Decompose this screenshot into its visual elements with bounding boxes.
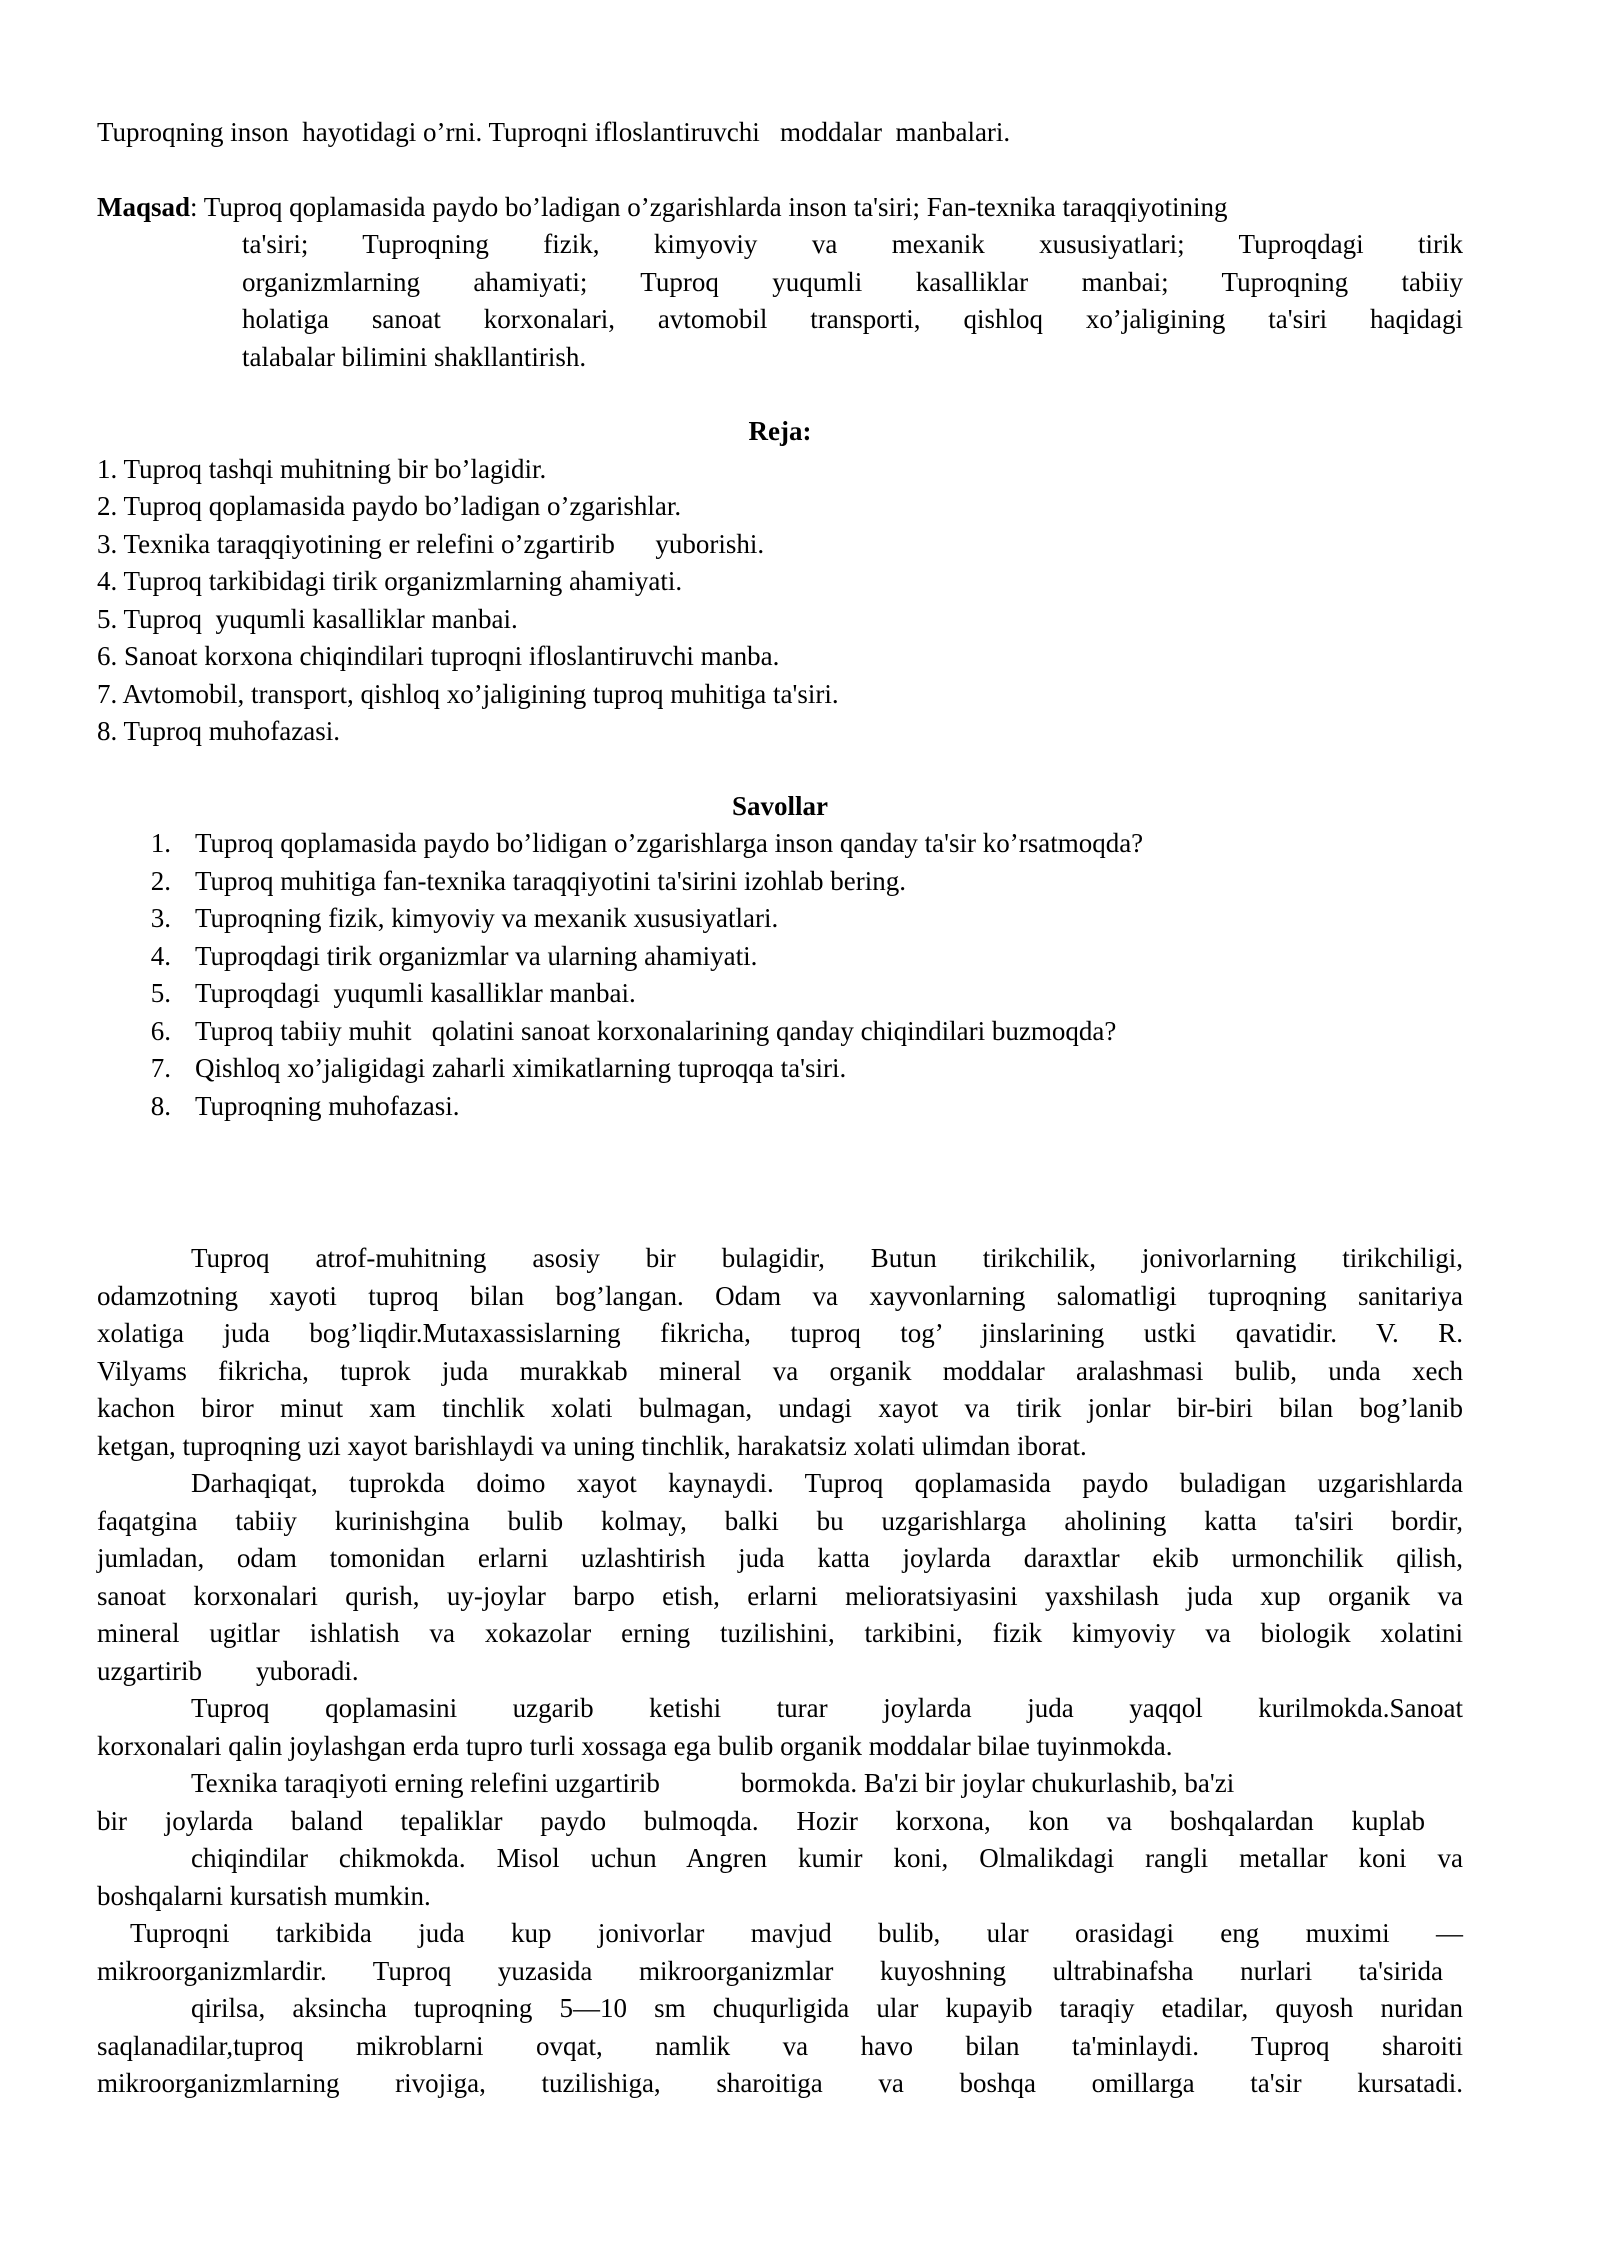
reja-item: 7. Avtomobil, transport, qishloq xo’jaligining tuproq muhitiga ta'siri. [97,678,839,709]
maqsad-label: Maqsad [97,191,191,222]
body-line: boshqalarni kursatish mumkin. [97,1880,431,1911]
reja-item: 1. Tuproq tashqi muhitning bir bo’lagidir. [97,453,547,484]
body-line: qirilsa, aksincha tuproqning 5—10 sm chuqurligida ular kupayib taraqiy etadilar, quyosh nuridan [191,1993,1463,2023]
reja-item: 6. Sanoat korxona chiqindilari tuproqni ifloslantiruvchi manba. [97,641,780,671]
reja-item: 4. Tuproq tarkibidagi tirik organizmlarning ahamiyati. [97,566,683,596]
body-line: ketgan, tuproqning uzi xayot barishlaydi va uning tinchlik, harakatsiz xolati ulimdan iborat. [97,1430,1087,1461]
savol-item [97,938,1463,976]
body-line: xolatiga juda bog’liqdir.Mutaxassislarning fikricha, tuproq tog’ jinslarining ustki qavatidir. V. R. [97,1318,1463,1348]
savol-number: 4. [150,940,171,971]
body-line: jumladan, odam tomonidan erlarni uzlashtirish juda katta joylarda daraxtlar ekib urmonchilik qilish, [97,1543,1463,1573]
reja-item: 8. Tuproq muhofazasi. [97,716,340,746]
body-line: mikroorganizmlarning rivojiga, tuzilishiga, sharoitiga va boshqa omillarga ta'sir kursatadi. [97,2068,1463,2098]
paragraph-3 [97,1690,1463,1765]
body-line: kachon biror minut xam tinchlik xolati bulmagan, undagi xayot va tirik jonlar bir-biri bilan bog’lanib [97,1393,1463,1423]
body-line: Tuproqni tarkibida juda kup jonivorlar mavjud bulib, ular orasidagi eng muximi — [130,1918,1463,1948]
maqsad-line: organizmlarning ahamiyati; Tuproq yuqumli kasalliklar manbai; Tuproqning tabiiy [242,266,1463,297]
paragraph-5 [97,1915,1463,2103]
savol-number: 1. [150,828,171,858]
maqsad-line: holatiga sanoat korxonalari, avtomobil transporti, qishloq xo’jaligining ta'siri haqidagi [242,304,1463,334]
body-line: odamzotning xayoti tuproq bilan bog’langan. Odam va xayvonlarning salomatligi tuproqning sanitariya [97,1280,1463,1311]
savol-number: 6. [150,1015,171,1046]
body-line: Darhaqiqat, tuprokda doimo xayot kaynaydi. Tuproq qoplamasida paydo buladigan uzgarishlarda [191,1468,1463,1498]
maqsad-first-line: : Tuproq qoplamasida paydo bo’ladigan o’zgarishlarda inson ta'siri; Fan-texnika taraqqiyotining [190,191,1228,222]
savol-text: Tuproqdagi yuqumli kasalliklar manbai. [195,978,636,1008]
body-line: saqlanadilar,tuproq mikroblarni ovqat, namlik va havo bilan ta'minlaydi. Tuproq sharoiti [97,2030,1463,2061]
savol-item [97,1050,1463,1088]
maqsad-body [97,226,1463,376]
paragraph-4 [97,1765,1463,1915]
body-line: chiqindilar chikmokda. Misol uchun Angren kumir koni, Olmalikdagi rangli metallar koni va [191,1843,1463,1873]
savol-text: Tuproq tabiiy muhit qolatini sanoat korxonalarining qanday chiqindilari buzmoqda? [195,1015,1117,1046]
savollar-list [97,825,1463,1125]
savol-text: Tuproq muhitiga fan-texnika taraqqiyotini ta'sirini izohlab bering. [195,865,906,896]
body-line: Texnika taraqiyoti erning relefini uzgartirib bormokda. Ba'zi bir joylar chukurlashib, ba'zi [191,1768,1235,1798]
body-line: mineral ugitlar ishlatish va xokazolar erning tuzilishini, tarkibini, fizik kimyoviy va biologik xolatini [97,1618,1463,1648]
savol-text: Qishloq xo’jaligidagi zaharli ximikatlarning tuproqqa ta'siri. [195,1053,847,1083]
savol-number: 2. [150,865,171,896]
body-line: faqatgina tabiiy kurinishgina bulib kolmay, balki bu uzgarishlarga aholining katta ta'siri bordir, [97,1505,1463,1536]
savol-item [97,1013,1463,1051]
body-line: Tuproq atrof-muhitning asosiy bir bulagidir, Butun tirikchilik, jonivorlarning tirikchiligi, [191,1243,1463,1273]
reja-heading: Reja: [748,416,812,446]
savol-item [97,975,1463,1013]
paragraph-2 [97,1465,1463,1690]
savol-number: 7. [150,1053,171,1083]
document-title: Tuproqning inson hayotidagi o’rni. Tuproqni ifloslantiruvchi moddalar manbalari. [97,117,1011,147]
reja-item: 5. Tuproq yuqumli kasalliklar manbai. [97,603,518,634]
savollar-heading: Savollar [731,790,828,821]
body-line: mikroorganizmlardir. Tuproq yuzasida mikroorganizmlar kuyoshning ultrabinafsha nurlari ta'sirida [97,1955,1443,1986]
savol-number: 3. [150,903,171,933]
savol-item [97,1088,1463,1126]
body-text [97,1240,1463,2103]
maqsad-line: talabalar bilimini shakllantirish. [242,341,587,372]
body-line: korxonalari qalin joylashgan erda tupro turli xossaga ega bulib organik moddalar bilae tuyinmokda. [97,1730,1173,1761]
body-line: uzgartirib yuboradi. [97,1655,359,1686]
body-line: Vilyams fikricha, tuprok juda murakkab mineral va organik moddalar aralashmasi bulib, unda xech [97,1355,1463,1386]
maqsad-section [97,189,1463,377]
savol-item [97,863,1463,901]
page-top [97,114,1463,1125]
body-line: Tuproq qoplamasini uzgarib ketishi turar joylarda juda yaqqol kurilmokda.Sanoat [191,1693,1463,1723]
maqsad-line: ta'siri; Tuproqning fizik, kimyoviy va mexanik xususiyatlari; Tuproqdagi tirik [242,229,1463,259]
paragraph-1 [97,1240,1463,1465]
savol-item [97,900,1463,938]
reja-item: 2. Tuproq qoplamasida paydo bo’ladigan o’zgarishlar. [97,491,682,521]
savol-item [97,825,1463,863]
savol-number: 8. [150,1090,171,1121]
reja-list [97,451,1463,751]
savol-text: Tuproqdagi tirik organizmlar va ularning ahamiyati. [195,940,758,971]
savol-text: Tuproqning fizik, kimyoviy va mexanik xususiyatlari. [195,903,779,933]
savol-number: 5. [150,978,171,1008]
reja-item: 3. Texnika taraqqiyotining er relefini o’zgartirib yuborishi. [97,528,765,559]
body-line: bir joylarda baland tepaliklar paydo bulmoqda. Hozir korxona, kon va boshqalardan kuplab [97,1805,1425,1836]
savol-text: Tuproqning muhofazasi. [195,1090,460,1121]
savol-text: Tuproq qoplamasida paydo bo’lidigan o’zgarishlarga inson qanday ta'sir ko’rsatmoqda? [195,828,1144,858]
body-line: sanoat korxonalari qurish, uy-joylar barpo etish, erlarni melioratsiyasini yaxshilash juda xup organik va [97,1580,1463,1611]
